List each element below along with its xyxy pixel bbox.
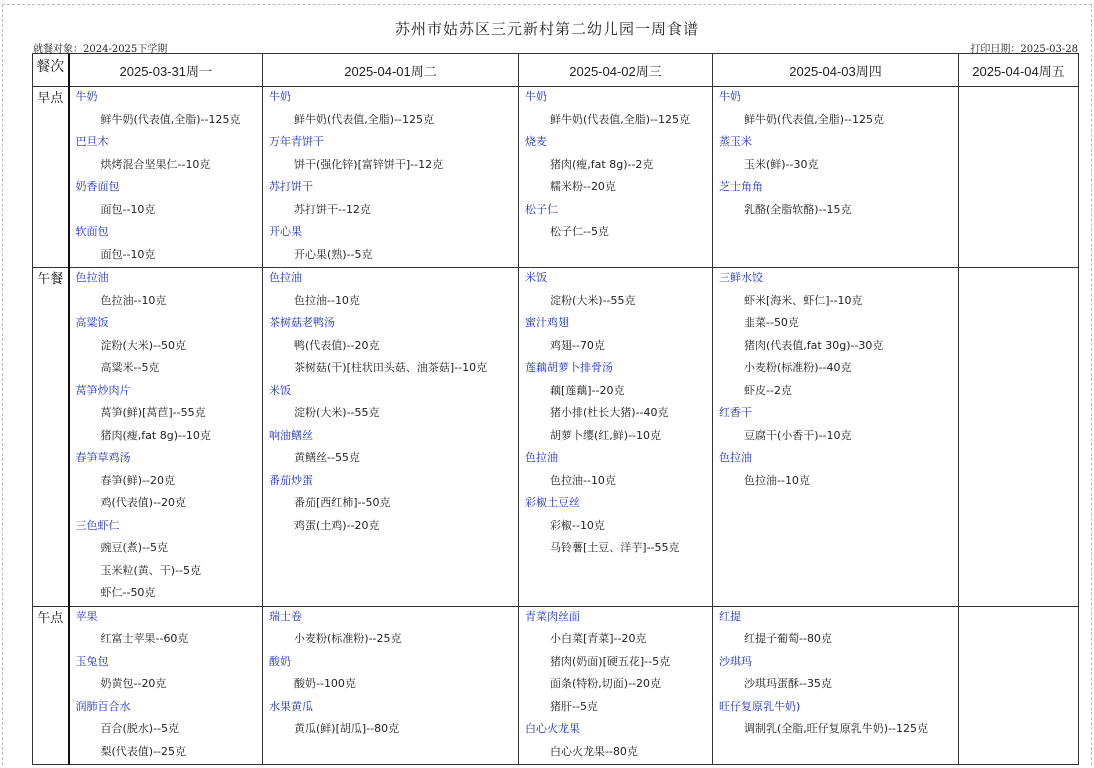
ingredient-line: 淀粉(大米)--50克 [100, 338, 187, 352]
ingredient-line: 鲜牛奶(代表值,全脂)--125克 [294, 112, 435, 126]
day-menu-cell [519, 606, 713, 765]
meal-column-header: 餐次 [33, 54, 69, 87]
dish-name: 烧麦 [525, 135, 547, 148]
ingredient-line: 鸡(代表值)--20克 [100, 496, 187, 509]
ingredient-line: 面条(特粉,切面)--20克 [550, 677, 662, 690]
ingredient-line: 藕[莲藕]--20克 [550, 383, 625, 397]
ingredient-line: 玉米(鲜)--30克 [744, 157, 819, 171]
ingredient-line: 猪肉(瘦,fat 8g)--10克 [100, 428, 211, 442]
ingredient-line: 猪肝--5克 [550, 699, 598, 713]
dish-name: 响油鳝丝 [269, 428, 313, 442]
ingredient-line: 乳酪(全脂软酪)--15克 [744, 202, 852, 216]
ingredient-line: 调制乳(全脂,旺仔复原乳牛奶)--125克 [744, 722, 929, 735]
dish-name: 米饭 [269, 383, 291, 397]
ingredient-line: 猪肉(代表值,fat 30g)--30克 [744, 338, 884, 352]
ingredient-line: 豌豆(煮)--5克 [100, 541, 169, 554]
ingredient-line: 淀粉(大米)--55克 [550, 293, 636, 307]
dish-name: 万年青饼干 [269, 135, 324, 148]
day-menu-cell [69, 606, 263, 765]
day-menu-cell [959, 268, 1079, 607]
day-header: 2025-04-03周四 [713, 54, 959, 87]
dish-name: 蜜汁鸡翅 [525, 316, 569, 329]
day-menu-cell [713, 87, 959, 268]
ingredient-line: 猪肉(奶面)[硬五花]--5克 [550, 654, 671, 668]
ingredient-line: 小麦粉(标准粉)--40克 [744, 361, 852, 374]
dish-name: 旺仔复原乳牛奶) [719, 699, 801, 713]
day-menu-cell [69, 87, 263, 268]
page-title: 苏州市姑苏区三元新村第二幼儿园一周食谱 [394, 20, 699, 38]
dish-name: 牛奶 [719, 90, 741, 103]
ingredient-line: 鸡蛋(土鸡)--20克 [294, 518, 380, 532]
dish-name: 沙琪玛 [719, 654, 752, 668]
day-menu-cell [959, 606, 1079, 765]
meal-label: 早点 [33, 87, 69, 268]
meal-label: 午点 [33, 606, 69, 765]
dish-name: 三鲜水饺 [719, 271, 763, 284]
dish-name: 色拉油 [719, 451, 752, 464]
dish-name: 牛奶 [269, 90, 291, 103]
ingredient-line: 苏打饼干--12克 [294, 202, 371, 216]
dish-name: 高粱饭 [75, 316, 109, 329]
ingredient-line: 酸奶--100克 [294, 677, 356, 690]
ingredient-line: 胡萝卜缨(红,鲜)--10克 [550, 428, 662, 442]
dish-name: 色拉油 [75, 271, 109, 284]
ingredient-line: 淀粉(大米)--55克 [294, 406, 380, 419]
ingredient-line: 小麦粉(标准粉)--25克 [294, 632, 402, 645]
ingredient-line: 鸡翅--70克 [550, 338, 605, 352]
ingredient-line: 色拉油--10克 [294, 293, 360, 307]
ingredient-line: 松子仁--5克 [550, 225, 609, 238]
dish-name: 青菜肉丝面 [525, 609, 580, 623]
ingredient-line: 糯米粉--20克 [550, 180, 616, 193]
ingredient-line: 鲜牛奶(代表值,全脂)--125克 [100, 112, 241, 126]
dish-name: 开心果 [269, 225, 302, 238]
ingredient-line: 小白菜[青菜]--20克 [550, 632, 647, 645]
dish-name: 莴笋炒肉片 [75, 383, 131, 397]
ingredient-line: 烘烤混合坚果仁--10克 [100, 157, 211, 171]
dish-name: 芝士角角 [719, 180, 763, 193]
ingredient-line: 马铃薯[土豆、洋芋]--55克 [550, 541, 680, 554]
day-header: 2025-04-04周五 [959, 54, 1079, 87]
day-menu-cell [519, 268, 713, 607]
day-menu-cell [263, 268, 519, 607]
dish-name: 红提 [719, 609, 741, 623]
day-header: 2025-04-02周三 [519, 54, 713, 87]
ingredient-line: 色拉油--10克 [550, 473, 616, 487]
dish-name: 润肺百合水 [75, 699, 131, 713]
ingredient-line: 韭菜--50克 [744, 316, 799, 329]
meal-row [33, 87, 1079, 268]
target-group: 就餐对象：2024-2025下学期 [33, 44, 168, 55]
ingredient-line: 鸭(代表值)--20克 [294, 338, 380, 352]
day-menu-cell [263, 87, 519, 268]
ingredient-line: 彩椒--10克 [550, 518, 605, 532]
header-row [33, 54, 1079, 87]
dish-name: 色拉油 [269, 271, 302, 284]
meal-label: 午餐 [33, 268, 69, 607]
ingredient-line: 猪肉(瘦,fat 8g)--2克 [550, 157, 654, 171]
day-header: 2025-03-31周一 [69, 54, 263, 87]
ingredient-line: 春笋(鲜)--20克 [100, 473, 176, 487]
ingredient-line: 红富士苹果--60克 [100, 632, 189, 645]
ingredient-line: 茶树菇(干)[柱状田头菇、油茶菇]--10克 [294, 361, 488, 374]
day-header: 2025-04-01周二 [263, 54, 519, 87]
dish-name: 莲藕胡萝卜排骨汤 [525, 361, 613, 374]
ingredient-line: 豆腐干(小香干)--10克 [744, 428, 852, 442]
dish-name: 番茄炒蛋 [269, 473, 313, 487]
ingredient-line: 莴笋(鲜)[莴苣]--55克 [100, 406, 206, 419]
day-menu-cell [713, 268, 959, 607]
day-menu-cell [519, 87, 713, 268]
meal-row [33, 268, 1079, 607]
dish-name: 三色虾仁 [75, 518, 120, 532]
dish-name: 巴旦木 [75, 135, 109, 148]
dish-name: 茶树菇老鸭汤 [269, 316, 335, 329]
print-date: 打印日期：2025-03-28 [970, 44, 1078, 55]
ingredient-line: 开心果(熟)--5克 [294, 247, 373, 261]
ingredient-line: 色拉油--10克 [100, 293, 167, 307]
ingredient-line: 黄鳝丝--55克 [294, 451, 360, 464]
ingredient-line: 鲜牛奶(代表值,全脂)--125克 [550, 112, 691, 126]
dish-name: 蒸玉米 [719, 135, 752, 148]
day-menu-cell [713, 606, 959, 765]
ingredient-line: 玉米粒(黄、干)--5克 [100, 563, 202, 577]
ingredient-line: 色拉油--10克 [744, 473, 810, 487]
dish-name: 春笋草鸡汤 [75, 451, 131, 464]
ingredient-line: 白心火龙果--80克 [550, 744, 638, 758]
day-menu-cell [263, 606, 519, 765]
dish-name: 水果黄瓜 [269, 699, 313, 713]
dish-name: 松子仁 [525, 202, 558, 216]
dish-name: 奶香面包 [75, 180, 120, 193]
dish-name: 酸奶 [269, 654, 291, 668]
dish-name: 米饭 [525, 271, 547, 284]
weekly-menu-table [32, 53, 1079, 765]
dish-name: 红香干 [719, 406, 752, 419]
ingredient-line: 虾皮--2克 [744, 383, 792, 397]
ingredient-line: 百合(脱水)--5克 [100, 722, 180, 735]
ingredient-line: 鲜牛奶(代表值,全脂)--125克 [744, 112, 885, 126]
ingredient-line: 黄瓜(鲜)[胡瓜]--80克 [294, 722, 400, 735]
ingredient-line: 面包--10克 [100, 202, 156, 216]
dish-name: 彩椒土豆丝 [525, 496, 580, 509]
dish-name: 苏打饼干 [269, 180, 313, 193]
meal-row [33, 606, 1079, 765]
ingredient-line: 虾米[海米、虾仁]--10克 [744, 293, 863, 307]
ingredient-line: 红提子葡萄--80克 [744, 632, 832, 645]
ingredient-line: 虾仁--50克 [100, 586, 156, 599]
dish-name: 牛奶 [525, 90, 547, 103]
day-menu-cell [69, 268, 263, 607]
ingredient-line: 奶黄包--20克 [100, 677, 167, 690]
dish-name: 色拉油 [525, 451, 558, 464]
dish-name: 牛奶 [75, 90, 98, 103]
ingredient-line: 猪小排(杜长大猪)--40克 [550, 406, 669, 419]
ingredient-line: 高粱米--5克 [100, 361, 160, 374]
dish-name: 瑞士卷 [269, 609, 302, 623]
dish-name: 苹果 [75, 609, 98, 623]
dish-name: 玉兔包 [75, 654, 109, 668]
ingredient-line: 番茄[西红柿]--50克 [294, 496, 391, 509]
ingredient-line: 面包--10克 [100, 247, 156, 261]
dish-name: 白心火龙果 [525, 722, 580, 735]
day-menu-cell [959, 87, 1079, 268]
dish-name: 软面包 [75, 225, 109, 238]
ingredient-line: 沙琪玛蛋酥--35克 [744, 677, 832, 690]
ingredient-line: 饼干(强化锌)[富锌饼干]--12克 [294, 157, 444, 171]
ingredient-line: 梨(代表值)--25克 [100, 744, 187, 758]
